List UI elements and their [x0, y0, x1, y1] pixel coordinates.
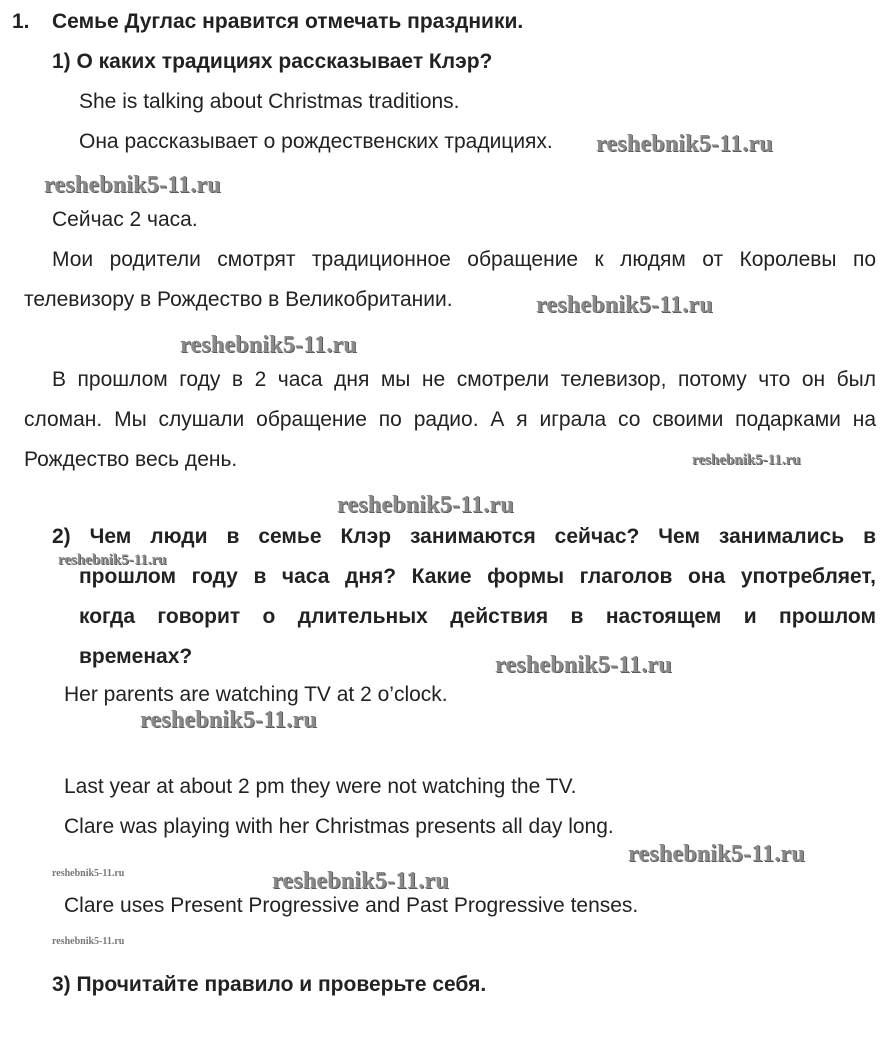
- watermark: reshebnik5-11.ru: [495, 652, 672, 678]
- translation-line-1: Сейчас 2 часа.: [52, 208, 198, 231]
- question-2-line-1: 2) Чем люди в семье Клэр занимаются сейчас? Чем занимались в: [52, 525, 876, 548]
- answer-1-en: She is talking about Christmas traditions.: [79, 90, 460, 113]
- answer-1-ru: Она рассказывает о рождественских традициях.: [79, 130, 553, 153]
- translation-line-2: Мои родители смотрят традиционное обращение к людям от Королевы по: [52, 248, 876, 271]
- watermark: reshebnik5-11.ru: [58, 552, 167, 568]
- watermark: reshebnik5-11.ru: [692, 452, 801, 468]
- watermark: reshebnik5-11.ru: [596, 131, 773, 157]
- question-2-line-2: прошлом году в часа дня? Какие формы глаголов она употребляет,: [79, 565, 876, 588]
- watermark: reshebnik5-11.ru: [337, 492, 514, 518]
- watermark: reshebnik5-11.ru: [140, 707, 317, 733]
- watermark: reshebnik5-11.ru: [536, 292, 713, 318]
- watermark: reshebnik5-11.ru: [52, 868, 125, 879]
- answer-2-line-4: Clare uses Present Progressive and Past Progressive tenses.: [64, 894, 639, 917]
- watermark: reshebnik5-11.ru: [628, 841, 805, 867]
- watermark: reshebnik5-11.ru: [52, 936, 125, 947]
- watermark: reshebnik5-11.ru: [272, 868, 449, 894]
- answer-2-line-1: Her parents are watching TV at 2 o’clock.: [64, 683, 448, 706]
- question-3: 3) Прочитайте правило и проверьте себя.: [52, 973, 487, 996]
- watermark: reshebnik5-11.ru: [180, 332, 357, 358]
- question-1: 1) О каких традициях рассказывает Клэр?: [52, 50, 493, 73]
- translation-line-3: телевизору в Рождество в Великобритании.: [24, 288, 453, 311]
- watermark: reshebnik5-11.ru: [44, 172, 221, 198]
- question-2-line-3: когда говорит о длительных действия в настоящем и прошлом: [79, 605, 876, 628]
- task-title: Семье Дуглас нравится отмечать праздники.: [52, 10, 524, 33]
- answer-2-line-2: Last year at about 2 pm they were not watching the TV.: [64, 775, 577, 798]
- answer-2-line-3: Clare was playing with her Christmas presents all day long.: [64, 815, 614, 838]
- task-number: 1.: [12, 10, 30, 33]
- translation-line-4: В прошлом году в 2 часа дня мы не смотрели телевизор, потому что он был: [52, 368, 876, 391]
- translation-line-5: сломан. Мы слушали обращение по радио. А я играла со своими подарками на: [24, 408, 876, 431]
- question-2-line-4: временах?: [79, 645, 193, 668]
- translation-line-6: Рождество весь день.: [24, 448, 238, 471]
